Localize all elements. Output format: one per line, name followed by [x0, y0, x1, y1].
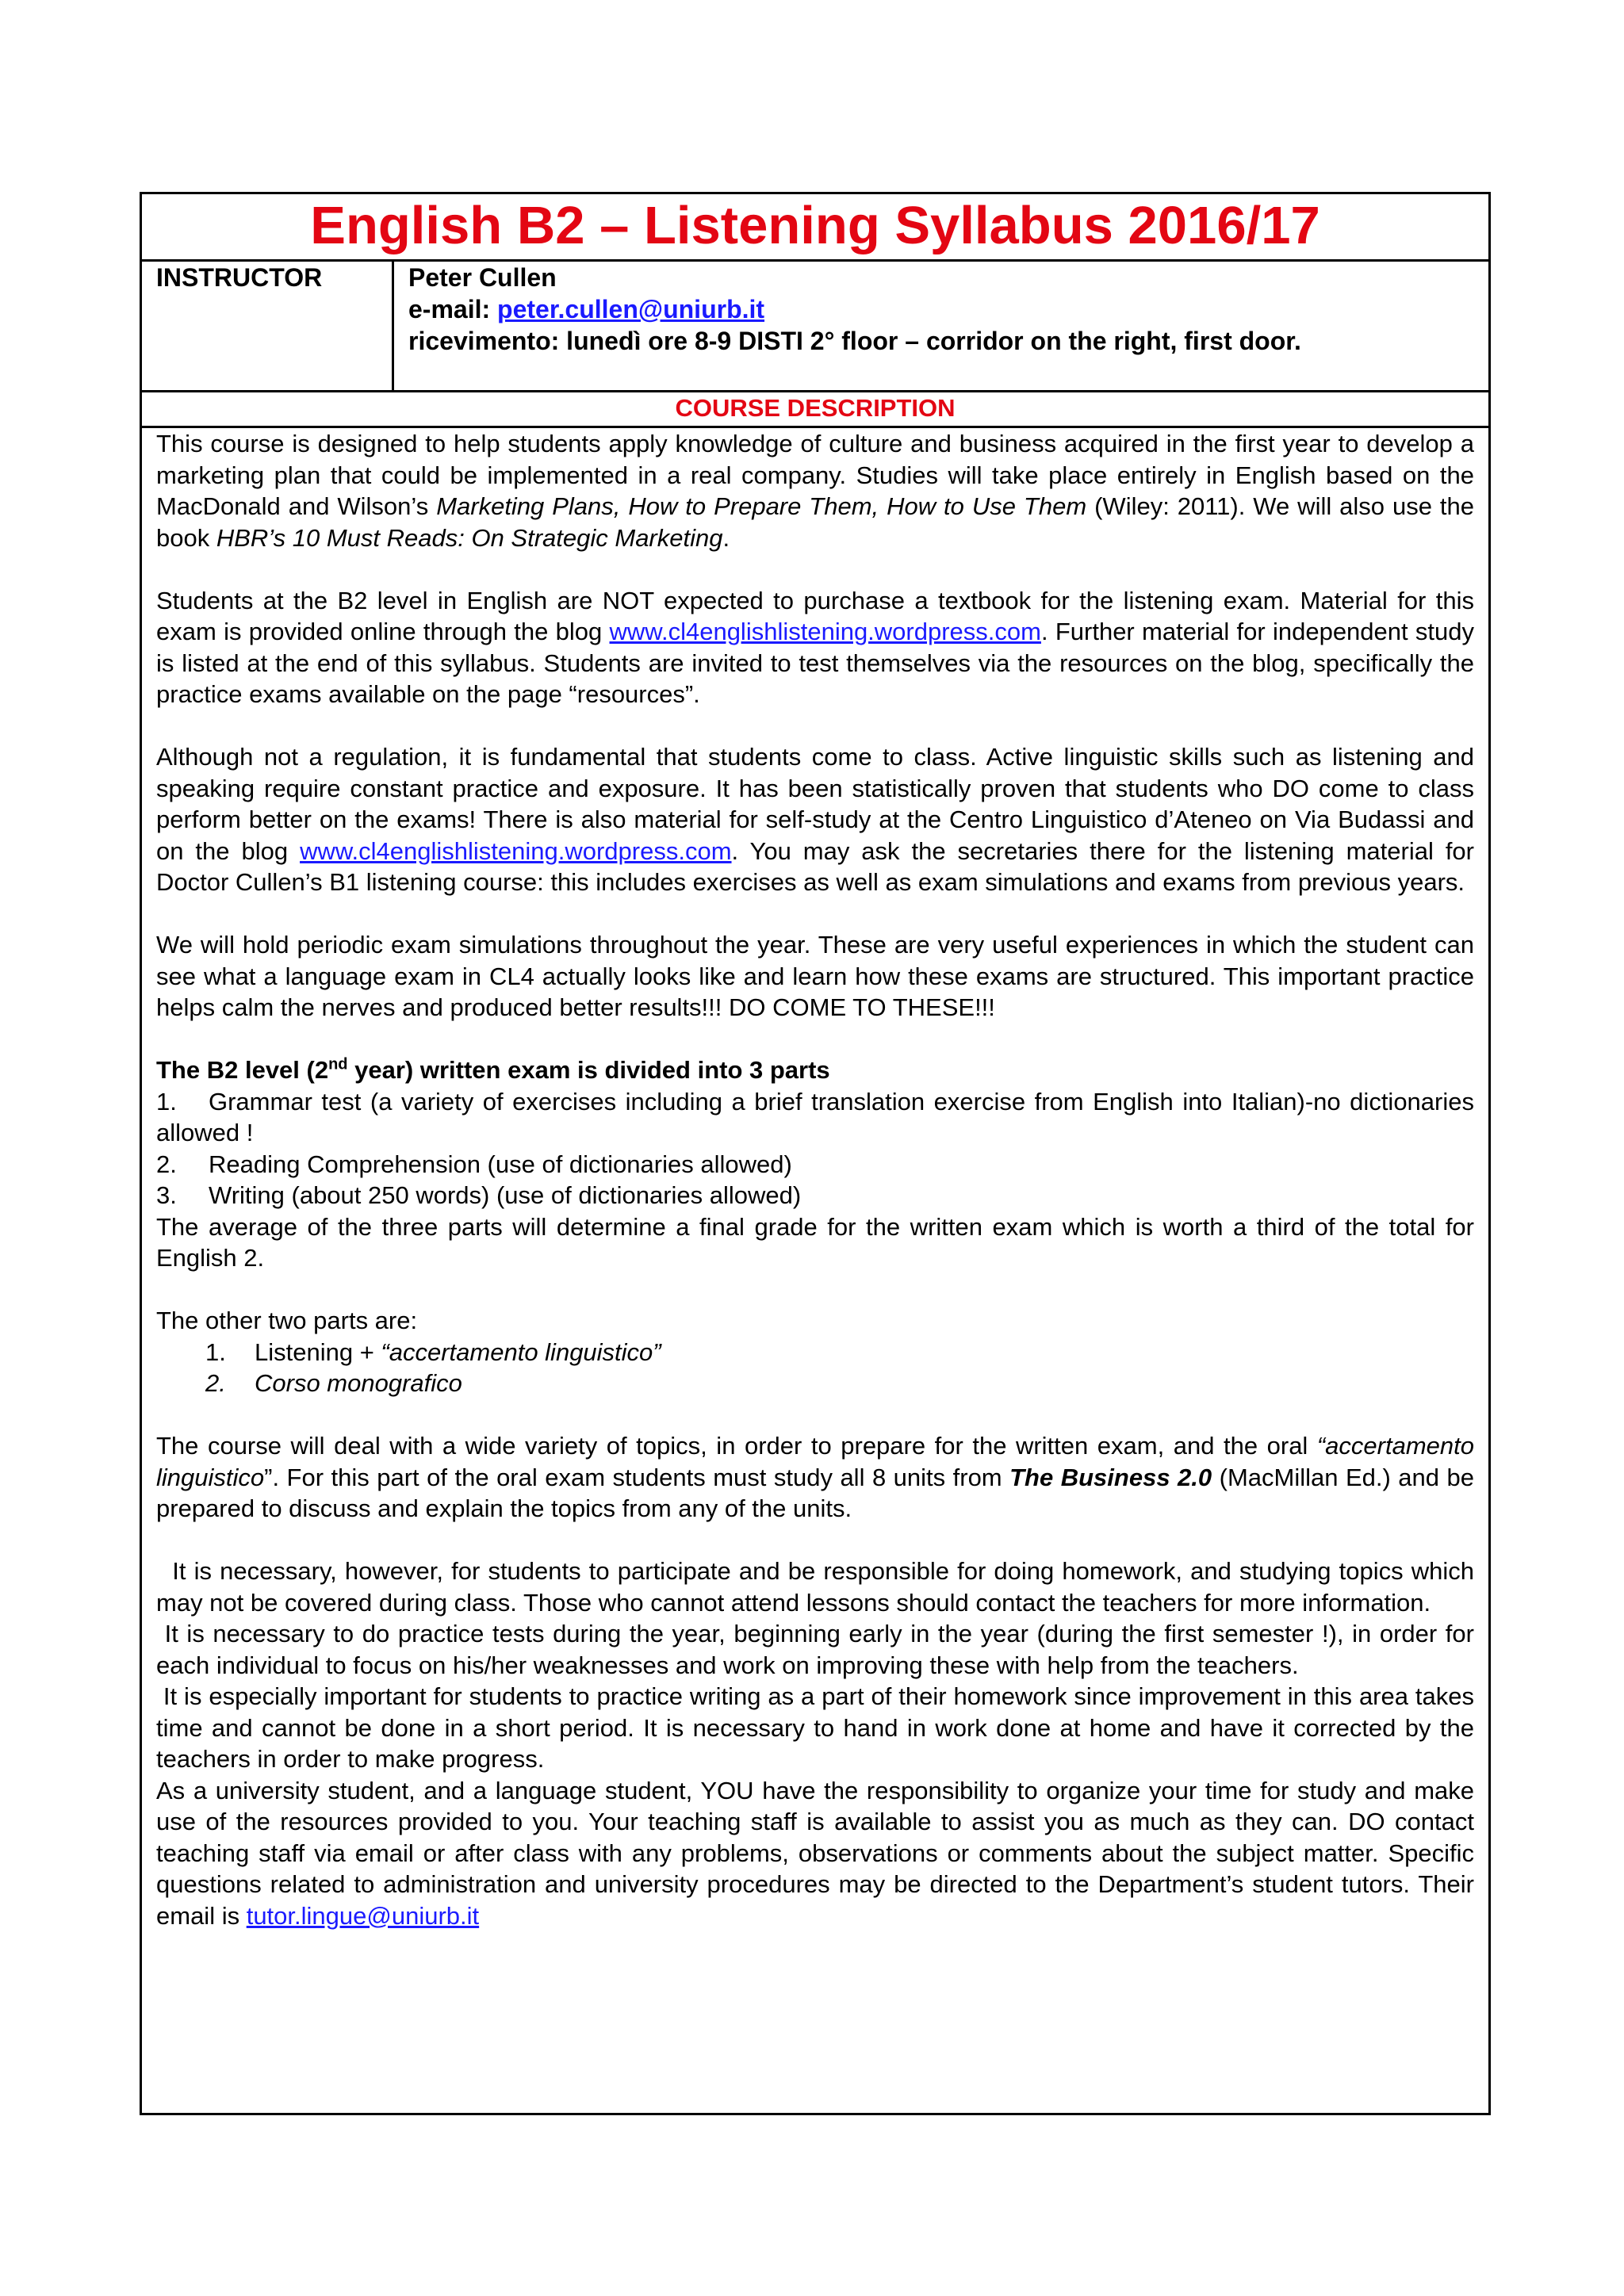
list-text: Listening +	[255, 1337, 381, 1366]
paragraph-homework	[156, 1556, 1474, 1618]
email-label: e-mail:	[408, 295, 491, 323]
paragraph-course-intro	[156, 428, 1474, 553]
exam-heading-sup: nd	[328, 1055, 348, 1073]
course-description-heading: COURSE DESCRIPTION	[142, 392, 1488, 428]
paragraph-practice-tests	[156, 1618, 1474, 1681]
tutor-email-link[interactable]: tutor.lingue@uniurb.it	[246, 1901, 480, 1930]
exam-average: The average of the three parts will determine a final grade for the written exam which is worth a third of the total for English 2.	[156, 1212, 1474, 1272]
list-number: 1.	[205, 1337, 226, 1366]
p1-text-3: .	[722, 523, 730, 552]
instructor-name: Peter Cullen	[408, 263, 557, 292]
list-text-italic: “accertamento linguistico”	[381, 1337, 661, 1366]
exam-part-number: 2.	[156, 1150, 177, 1178]
exam-part-text: Grammar test (a variety of exercises including a brief translation exercise from English into Italian)-no dictionaries allowed !	[156, 1087, 1474, 1146]
p5-text-2: ”. For this part of the oral exam students must study all 8 units from	[264, 1463, 1010, 1491]
p5-text-3: (MacMillan Ed.) and be prepared to discuss and explain the topics from any of the units.	[156, 1463, 1474, 1522]
book-title-business: The Business 2.0	[1009, 1463, 1212, 1491]
p8-text: It is especially important for students to practice writing as a part of their homework since improvement in this area takes time and cannot be done in a short period. It is necessary to hand in work done at home and have it corrected by the teachers in order to make progress.	[156, 1682, 1474, 1773]
instructor-email-line	[408, 293, 1474, 325]
exam-part-number: 1.	[156, 1087, 177, 1115]
p6-text: It is necessary, however, for students to participate and be responsible for doing homework, and studying topics which may not be covered during class. Those who cannot attend lessons should contact the teachers for more information.	[156, 1557, 1474, 1617]
paragraph-responsibility	[156, 1775, 1474, 1932]
instructor-row	[142, 262, 1488, 392]
p1-text-2: (Wiley: 2011). We will also use the book	[156, 492, 1474, 552]
instructor-details	[394, 262, 1488, 390]
paragraph-attendance	[156, 741, 1474, 898]
list-text: Corso monografico	[255, 1369, 462, 1397]
other-part-2	[156, 1368, 1474, 1399]
course-description-body	[142, 428, 1488, 1931]
exam-part-3	[156, 1180, 1474, 1211]
blog-link-2[interactable]: www.cl4englishlistening.wordpress.com	[300, 836, 732, 865]
paragraph-simulations: We will hold periodic exam simulations throughout the year. These are very useful experiences in which the student can see what a language exam in CL4 actually looks like and learn how these exams are structured. This important practice helps calm the nerves and produced better results!!! DO COME TO THESE!!!	[156, 931, 1474, 1021]
office-hours: ricevimento: lunedì ore 8-9 DISTI 2° floor – corridor on the right, first door.	[408, 327, 1301, 355]
exam-part-2	[156, 1149, 1474, 1181]
exam-part-text: Reading Comprehension (use of dictionaries allowed)	[209, 1150, 792, 1178]
p2-text-2: . Further material for independent study is listed at the end of this syllabus. Students are invited to test themselves via the resources on the blog, specifically the practice exams available on the page “resources”.	[156, 618, 1474, 708]
p9-text: As a university student, and a language student, YOU have the responsibility to organize your time for study and make use of the resources provided to you. Your teaching staff is available to assist you as much as they can. DO contact teaching staff via email or after class with any problems, observations or comments about the subject matter. Specific questions related to administration and university procedures may be directed to the Department’s student tutors. Their email is	[156, 1776, 1474, 1930]
paragraph-writing	[156, 1681, 1474, 1775]
paragraph-topics	[156, 1430, 1474, 1525]
page-title: English B2 – Listening Syllabus 2016/17	[142, 194, 1488, 262]
other-parts-intro: The other two parts are:	[156, 1307, 418, 1334]
paragraph-materials	[156, 585, 1474, 710]
blog-link[interactable]: www.cl4englishlistening.wordpress.com	[609, 618, 1041, 645]
instructor-label: INSTRUCTOR	[142, 262, 394, 390]
list-number: 2.	[205, 1369, 226, 1397]
exam-heading-text: The B2 level (2	[156, 1056, 329, 1084]
exam-part-1	[156, 1086, 1474, 1149]
exam-part-number: 3.	[156, 1181, 177, 1209]
p5-italic: “accertamento linguistico	[156, 1432, 1474, 1491]
exam-part-text: Writing (about 250 words) (use of dictionaries allowed)	[209, 1181, 802, 1209]
exam-heading-text-2: year) written exam is divided into 3 parts	[347, 1056, 830, 1084]
syllabus-table	[140, 192, 1491, 2115]
p7-text: It is necessary to do practice tests during the year, beginning early in the year (during the first semester !), in order for each individual to focus on his/her weaknesses and work on improving these with help from the teachers.	[156, 1620, 1474, 1679]
other-part-1	[156, 1337, 1474, 1368]
p2-text: Students at the B2 level in English are NOT expected to purchase a textbook for the listening exam. Material for this exam is provided online through the blog	[156, 586, 1474, 645]
p3-text: Although not a regulation, it is fundamental that students come to class. Active linguistic skills such as listening and speaking require constant practice and exposure. It has been statistically proven that students who DO come to class perform better on the exams! There is also material for self-study at the Centro Linguistico d’Ateneo on Via Budassi and on the blog	[156, 743, 1474, 865]
p5-text: The course will deal with a wide variety of topics, in order to prepare for the written exam, and the oral	[156, 1432, 1317, 1460]
book-title-hbr: HBR’s 10 Must Reads: On Strategic Marketing	[216, 523, 723, 552]
exam-heading	[156, 1054, 1474, 1086]
p1-text: This course is designed to help students apply knowledge of culture and business acquired in the first year to develop a marketing plan that could be implemented in a real company. Studies will take place entirely in English based on the MacDonald and Wilson’s	[156, 430, 1474, 520]
book-title-marketing-plans: Marketing Plans, How to Prepare Them, How to Use Them	[436, 492, 1087, 520]
p3-text-2: . You may ask the secretaries there for the listening material for Doctor Cullen’s B1 listening course: this includes exercises as well as exam simulations and exams from previous years.	[156, 836, 1474, 896]
instructor-email-link[interactable]: peter.cullen@uniurb.it	[497, 295, 765, 323]
